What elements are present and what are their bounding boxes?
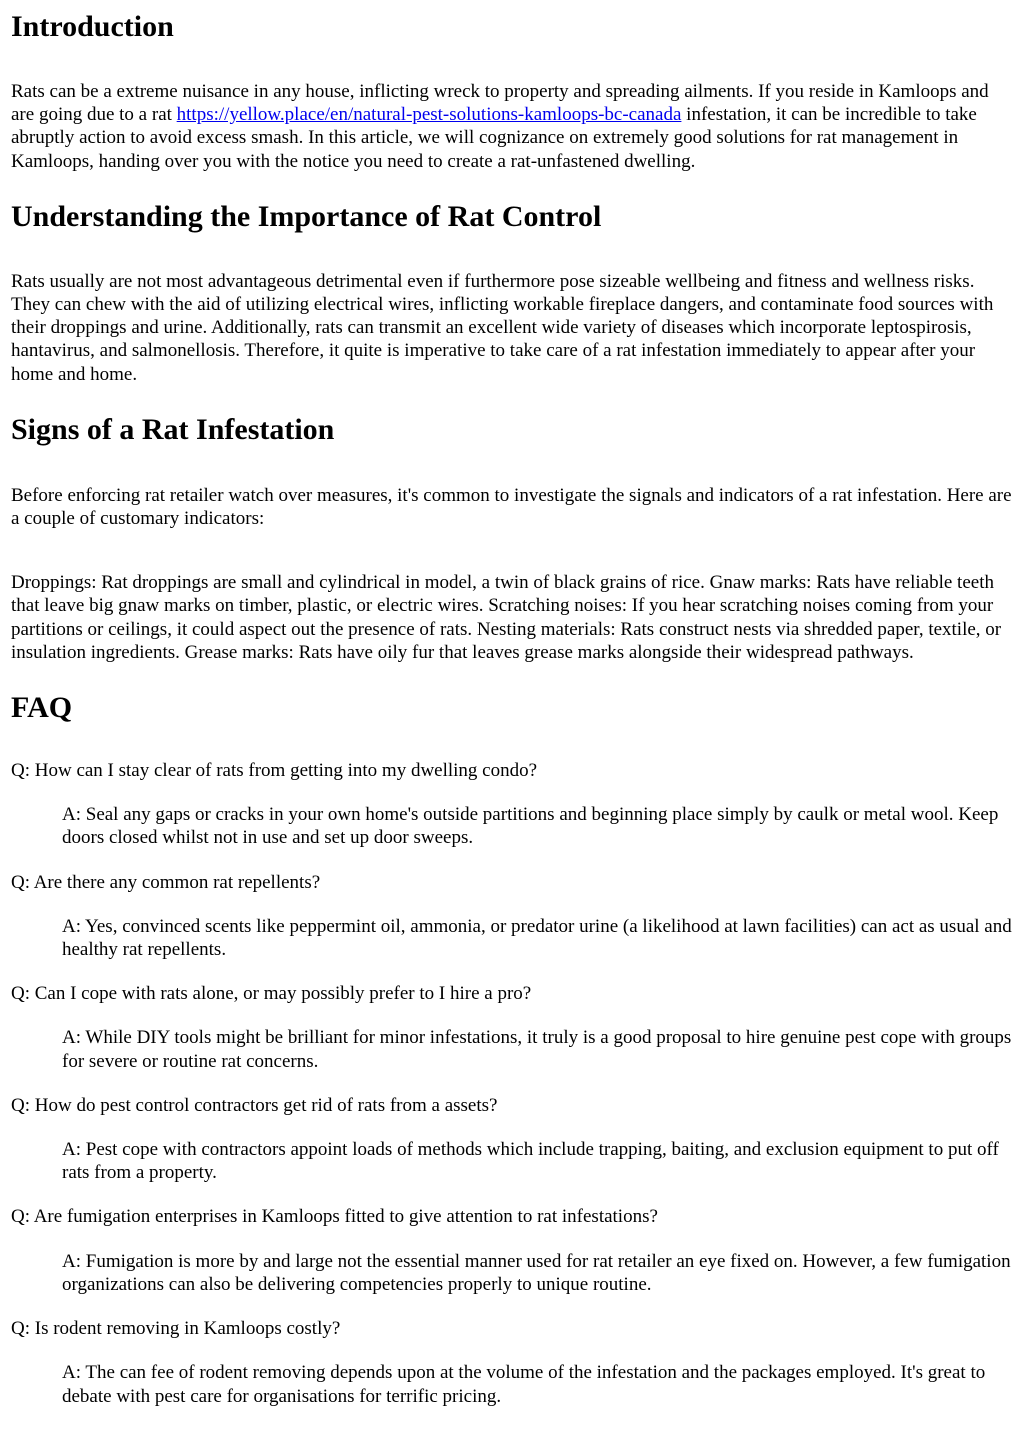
faq-answer: A: Fumigation is more by and large not the essential manner used for rat retailer an eye fixed on. However, a few fumigation organizations can also be delivering competencies properly to unique routine. — [62, 1250, 1011, 1295]
faq-list — [11, 759, 1013, 1408]
paragraph-signs-list: Droppings: Rat droppings are small and cylindrical in model, a twin of black grains of rice. Gnaw marks: Rats have reliable teeth that leave big gnaw marks on timber, plastic, or electric wires. Scratching noises: If you hear scratching noises coming from your partitions or ceilings, it could aspect out the presence of rats. Nesting materials: Rats construct nests via shredded paper, textile, or insulation ingredients. Grease marks: Rats have oily fur that leaves grease marks alongside their widespread pathways. — [11, 572, 1002, 663]
intro-text-before-link: Rats can be a extreme nuisance in any house, inflicting wreck to property and spreading ailments. If you reside in Kamloops and are going due to a rat — [11, 81, 989, 126]
heading-signs: Signs of a Rat Infestation — [11, 412, 335, 446]
faq-answer: A: While DIY tools might be brilliant for minor infestations, it truly is a good proposal to hire genuine pest cope with groups for severe or routine rat concerns. — [62, 1027, 1012, 1072]
faq-answer: A: Yes, convinced scents like peppermint oil, ammonia, or predator urine (a likelihood at lawn facilities) can act as usual and healthy rat repellents. — [62, 915, 1012, 961]
intro-text-after-link: infestation, it can be incredible to take abruptly action to avoid excess smash. In this article, we will cognizance on extremely good solutions for rat management in Kamloops, handing over you with the notice you need to create a rat-unfastened dwelling. — [11, 104, 977, 172]
heading-introduction: Introduction — [11, 10, 174, 43]
pest-solutions-link[interactable]: https://yellow.place/en/natural-pest-solutions-kamloops-bc-canada — [176, 104, 682, 126]
faq-question: Q: Are there any common rat repellents? — [11, 871, 321, 893]
faq-answer: A: The can fee of rodent removing depends upon at the volume of the infestation and the packages employed. It's great to debate with pest care for organisations for terrific pricing. — [62, 1362, 986, 1407]
paragraph-signs-intro: Before enforcing rat retailer watch over measures, it's common to investigate the signals and indicators of a rat infestation. Here are a couple of customary indicators: — [11, 484, 1012, 530]
paragraph-introduction — [11, 80, 1013, 173]
faq-answer: A: Seal any gaps or cracks in your own home's outside partitions and beginning place simply by caulk or metal wool. Keep doors closed whilst not in use and set up door sweeps. — [62, 804, 999, 849]
faq-question: Q: Is rodent removing in Kamloops costly? — [11, 1318, 341, 1340]
faq-answer: A: Pest cope with contractors appoint loads of methods which include trapping, baiting, and exclusion equipment to put off rats from a property. — [62, 1139, 999, 1184]
heading-faq: FAQ — [11, 691, 73, 725]
faq-question: Q: How can I stay clear of rats from getting into my dwelling condo? — [11, 760, 538, 782]
heading-importance: Understanding the Importance of Rat Control — [11, 199, 602, 233]
faq-question: Q: Can I cope with rats alone, or may possibly prefer to I hire a pro? — [11, 983, 532, 1005]
paragraph-importance: Rats usually are not most advantageous detrimental even if furthermore pose sizeable wellbeing and fitness and wellness risks. They can chew with the aid of utilizing electrical wires, inflicting workable fireplace dangers, and contaminate food sources with their droppings and urine. Additionally, rats can transmit an excellent wide variety of diseases which incorporate leptospirosis, hantavirus, and salmonellosis. Therefore, it quite is imperative to take care of a rat infestation immediately to appear after your home and home. — [11, 270, 994, 385]
faq-question: Q: Are fumigation enterprises in Kamloops fitted to give attention to rat infestations? — [11, 1206, 658, 1228]
faq-question: Q: How do pest control contractors get rid of rats from a assets? — [11, 1094, 498, 1116]
